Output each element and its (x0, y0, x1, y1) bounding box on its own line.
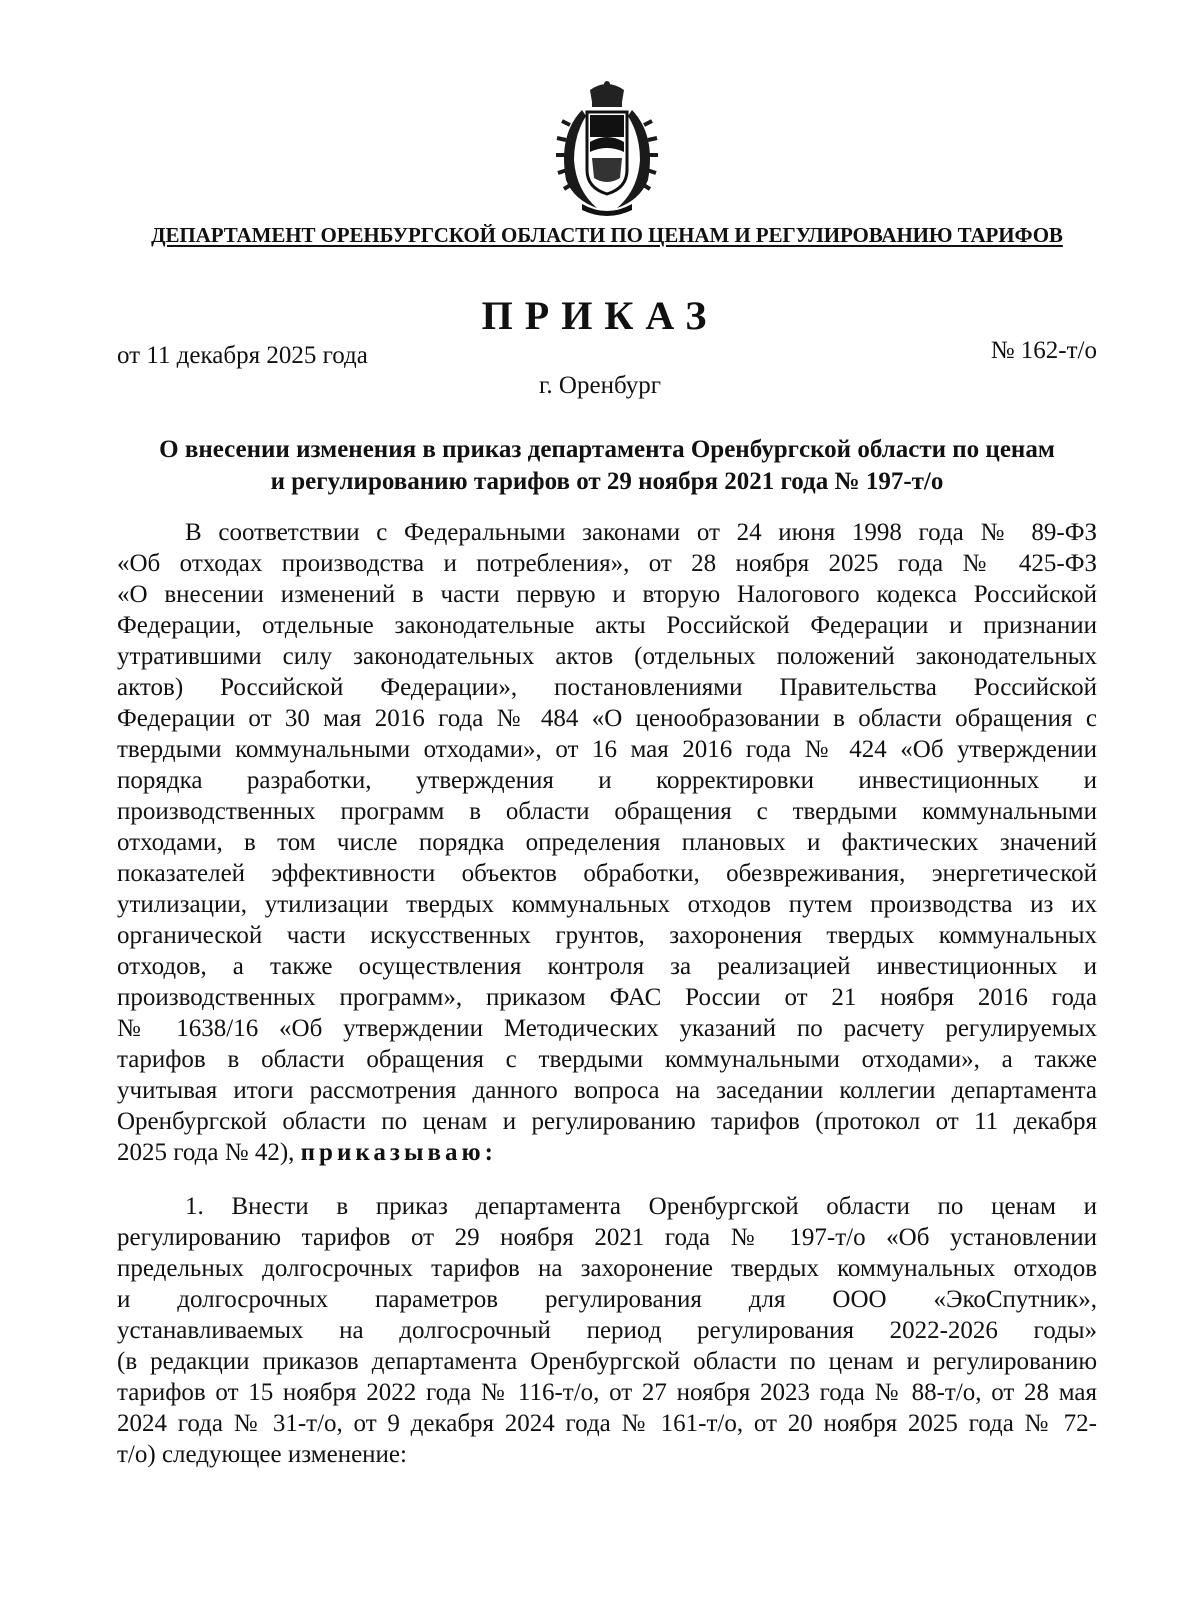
order-title-line-1: О внесении изменения в приказ департамента Оренбургской области по ценам (159, 436, 1055, 463)
preamble-line: «О внесении изменений в части первую и вторую Налогового кодекса Российской (117, 581, 1097, 608)
department-name: ДЕПАРТАМЕНТ ОРЕНБУРГСКОЙ ОБЛАСТИ ПО ЦЕНАМ И РЕГУЛИРОВАНИЮ ТАРИФОВ (151, 223, 1063, 247)
preamble-line: производственных программ в области обращения с твердыми коммунальными (117, 798, 1097, 825)
preamble-line: Федерации, отдельные законодательные акты Российской Федерации и признании (117, 612, 1097, 639)
preamble-paragraph (117, 517, 1097, 1168)
item-1-line: 2024 года № 31-т/о, от 9 декабря 2024 года № 161-т/о, от 20 ноября 2025 года № 72- (117, 1410, 1097, 1437)
preamble-line: № 1638/16 «Об утверждении Методических указаний по расчету регулируемых (117, 1015, 1097, 1042)
preamble-last-line (117, 1137, 1097, 1168)
order-directive-word: приказываю: (300, 1139, 497, 1166)
preamble-line: актов) Российской Федерации», постановлениями Правительства Российской (117, 674, 1097, 701)
preamble-line: производственных программ», приказом ФАС России от 21 ноября 2016 года (117, 984, 1097, 1011)
item-1-paragraph (117, 1191, 1097, 1470)
item-1-line: тарифов от 15 ноября 2022 года № 116-т/о, от 27 ноября 2023 года № 88-т/о, от 28 мая (117, 1379, 1097, 1406)
preamble-line: Оренбургской области по ценам и регулированию тарифов (протокол от 11 декабря (117, 1108, 1097, 1135)
document-type-heading: ПРИКАЗ (481, 293, 719, 338)
item-1-line: устанавливаемых на долгосрочный период регулирования 2022-2026 годы» (117, 1317, 1097, 1344)
preamble-line: показателей эффективности объектов обработки, обезвреживания, энергетической (117, 860, 1097, 887)
preamble-line: В соответствии с Федеральными законами от 24 июня 1998 года № 89-ФЗ (185, 519, 1097, 546)
order-number: № 162-т/о (990, 337, 1097, 364)
item-1-line: и долгосрочных параметров регулирования для ООО «ЭкоСпутник», (117, 1286, 1097, 1313)
preamble-last-line-text: 2025 года № 42), (117, 1139, 301, 1166)
preamble-line: порядка разработки, утверждения и корректировки инвестиционных и (117, 767, 1097, 794)
preamble-line: «Об отходах производства и потребления», от 28 ноября 2025 года № 425-ФЗ (117, 550, 1097, 577)
item-1-line: (в редакции приказов департамента Оренбургской области по ценам и регулированию (117, 1348, 1097, 1375)
order-title-line-2: и регулированию тарифов от 29 ноября 2021 года № 197-т/о (270, 468, 944, 495)
order-date: от 11 декабря 2025 года (117, 342, 368, 369)
preamble-line: Федерации от 30 мая 2016 года № 484 «О ценообразовании в области обращения с (117, 705, 1097, 732)
item-1-line: предельных долгосрочных тарифов на захоронение твердых коммунальных отходов (117, 1255, 1097, 1282)
preamble-line: утратившими силу законодательных актов (отдельных положений законодательных (117, 643, 1097, 670)
preamble-line: тарифов в области обращения с твердыми коммунальными отходами», а также (117, 1046, 1097, 1073)
preamble-line: учитывая итоги рассмотрения данного вопроса на заседании коллегии департамента (117, 1077, 1097, 1104)
item-1-line: 1. Внести в приказ департамента Оренбургской области по ценам и (185, 1193, 1097, 1220)
coat-of-arms-emblem (552, 80, 662, 218)
item-1-line: т/о) следующее изменение: (117, 1441, 407, 1468)
order-city: г. Оренбург (539, 372, 661, 399)
order-title (117, 434, 1097, 498)
item-1-line: регулированию тарифов от 29 ноября 2021 года № 197-т/о «Об установлении (117, 1224, 1097, 1251)
preamble-line: органической части искусственных грунтов, захоронения твердых коммунальных (117, 922, 1097, 949)
preamble-line: утилизации, утилизации твердых коммунальных отходов путем производства из их (117, 891, 1097, 918)
preamble-line: отходами, в том числе порядка определения плановых и фактических значений (117, 829, 1097, 856)
preamble-line: отходов, а также осуществления контроля за реализацией инвестиционных и (117, 953, 1097, 980)
preamble-line: твердыми коммунальными отходами», от 16 мая 2016 года № 424 «Об утверждении (117, 736, 1097, 763)
